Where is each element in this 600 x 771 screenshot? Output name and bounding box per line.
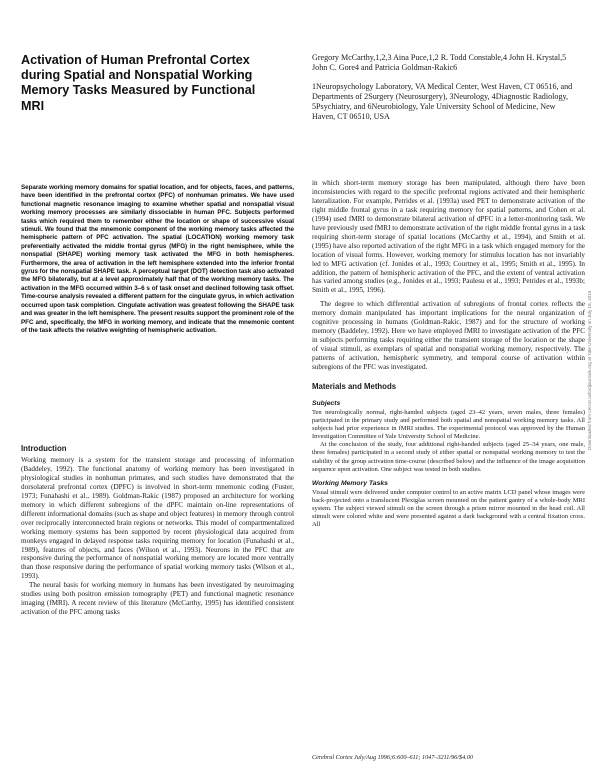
abstract: [21, 184, 294, 335]
subjects-paragraph-1: Ten neurologically normal, right-handed subjects (aged 23–42 years, seven males, three females) participated in the primary study and performed both spatial and nonspatial working memory tasks. All subjects had prior experience in fMRI studies. The experimental protocol was approved by the Human Investigation Committee of Yale University School of Medicine.: [312, 409, 585, 441]
intro-paragraph-1: Working memory is a system for the transient storage and processing of information (Baddeley, 1992). The functional anatomy of working memory has been investigated in physiological studies in nonhuman primates, and such studies have demonstrated that the dorsolateral prefrontal cortex (DPFC) is involved in short-term mnemonic coding (Fuster, 1973; Funahashi et al., 1989). Goldman-Rakic (1987) proposed an architecture for working memory in which different subregions of the dPFC maintain on-line representations of different informational domains (such as shape and object features) in memory through control over reciprocally interconnected brain regions or networks. This model of compartmentalized working memory systems has been supported by recent physiological data acquired from monkeys engaged in delayed response tasks requiring memory for location (Funahashi et al., 1989), features of objects, and faces (Wilson et al., 1993). Neurons in the PFC that are responsive during the performance of nonspatial working memory are located more ventrally than those responsive during the performance of spatial working memory tasks (Wilson et al., 1993).: [21, 456, 294, 581]
working-memory-paragraph: Visual stimuli were delivered under computer control to an active matrix LCD panel whose images were back-projected onto a translucent Plexiglas screen mounted on the patient gantry of a whole-body MRI system. The subject viewed stimuli on the screen through a prism mirror mounted in the head coil. All stimuli were colored white and were presented against a dark background with a central fixation cross. All: [312, 488, 585, 529]
subjects-paragraph-2: At the conclusion of the study, four additional right-handed subjects (aged 25–34 years, one male, three females) participated in a second study of either spatial or nonspatial working memory to test the stability of the group activation time-course (described below) and the influence of the image acquisition sequence upon activation. One subject was tested in both studies.: [312, 441, 585, 473]
intro-final-paragraph: The degree to which differential activation of subregions of frontal cortex reflects the memory domain manipulated has important implications for the neural organization of cognitive processing in humans (Goldman-Rakic, 1987) and for the structure of working memory (Baddeley, 1992). Here we have employed fMRI to investigate activation of the PFC in subjects performing tasks requiring either the transient storage of the location or the shape of visual stimuli, as exemplars of spatial and nonspatial working memory, respectively. The patterns of activation, hemispheric symmetry, and temporal course of activation within subregions of the PFC was investigated.: [312, 300, 585, 372]
methods-heading: Materials and Methods: [312, 382, 397, 392]
article-title: Activation of Human Prefrontal Cortex during Spatial and Nonspatial Working Memory Tasks Measured by Functional MRI: [21, 53, 256, 113]
introduction-heading: Introduction: [21, 444, 67, 453]
affiliations: [312, 82, 580, 122]
download-watermark: Downloaded from cercor.oxfordjournals.org at Yale University on July 18, 2015: [587, 290, 592, 450]
working-memory-tasks-heading: Working Memory Tasks: [312, 479, 388, 487]
abstract-paragraph: Separate working memory domains for spatial location, and for objects, faces, and patterns, have been identified in the prefrontal cortex (PFC) of nonhuman primates. We have used functional magnetic resonance imaging to examine whether spatial and nonspatial visual working memory processes are similarly dissociable in human PFC. Subjects performed tasks which required them to remember either the location or shape of successive visual stimuli. We found that the mnemonic component of the working memory tasks affected the hemispheric pattern of PFC activation. The spatial (LOCATION) working memory task preferentially activated the middle frontal gyrus (MFG) in the right hemisphere, while the nonspatial (SHAPE) working memory task activated the MFG in both hemispheres. Furthermore, the area of activation in the left hemisphere extended into the inferior frontal gyrus for the nonspatial SHAPE task. A perceptual target (DOT) detection task also activated the MFG bilaterally, but at a level approximately half that of the working memory tasks. The activation in the MFG occurred within 3–6 s of task onset and declined following task offset. Time-course analysis revealed a different pattern for the cingulate gyrus, in which activation occurred upon task completion. Cingulate activation was greatest following the SHAPE task and was greater in the left hemisphere. The present results support the prominent role of the PFC and, specifically, the MFG in working memory, and indicate that the mnemonic content of the task affects the relative weighting of hemispheric activation.: [21, 184, 294, 334]
author-list: Gregory McCarthy,1,2,3 Aina Puce,1,2 R. Todd Constable,4 John H. Krystal,5 John C. Gore4 and Patricia Goldman-Rakic6: [312, 53, 567, 73]
right-column: [312, 179, 585, 529]
left-column: [21, 444, 294, 617]
subjects-heading: Subjects: [312, 400, 341, 408]
intro-continued-paragraph: in which short-term memory storage has been manipulated, although there have been inconsistencies with regard to the specific prefrontal regions activated and their hemispheric lateralization. For example, Petrides et al. (1993a) used PET to demonstrate activation of the right middle frontal gyrus in a task requiring memory for spatial patterns, and Cohen et al. (1994) used fMRI to demonstrate bilateral activation of dPFC in a letter-monitoring task. We have previously used fMRI to demonstrate activation of the right middle frontal gyrus in a task requiring short-term storage of spatial locations (McCarthy et al., 1994), and Smith et al. (1995) have also reported activation of the right MFG in a task which engaged memory for the location of visual forms. However, working memory for stimulus location has not invariably led to MFG activation (cf. Jonides et al., 1993; Courtney et al., 1995; Smith et al., 1995). In addition, the pattern of hemispheric activation of the PFC, and the extent of ventral activation has varied among studies (e.g., Jonides et al., 1993; Paulesu et al., 1993; Petrides et al., 1993b; Smith et al., 1995, 1996).: [312, 179, 585, 295]
affiliation-text: 1Neuropsychology Laboratory, VA Medical Center, West Haven, CT 06516, and Departments of 2Surgery (Neurosurgery), 3Neurology, 4Diagnostic Radiology, 5Psychiatry, and 6Neurobiology, Yale University School of Medicine, New Haven, CT 06510, USA: [312, 82, 573, 122]
journal-footer: Cerebral Cortex July/Aug 1996;6:600–611; 1047–3211/96/$4.00: [312, 754, 473, 761]
intro-paragraph-2: The neural basis for working memory in humans has been investigated by neuroimaging studies using both positron emission tomography (PET) and functional magnetic resonance imaging (fMRI). A recent review of this literature (McCarthy, 1995) has identified consistent activation of the PFC among tasks: [21, 581, 294, 617]
